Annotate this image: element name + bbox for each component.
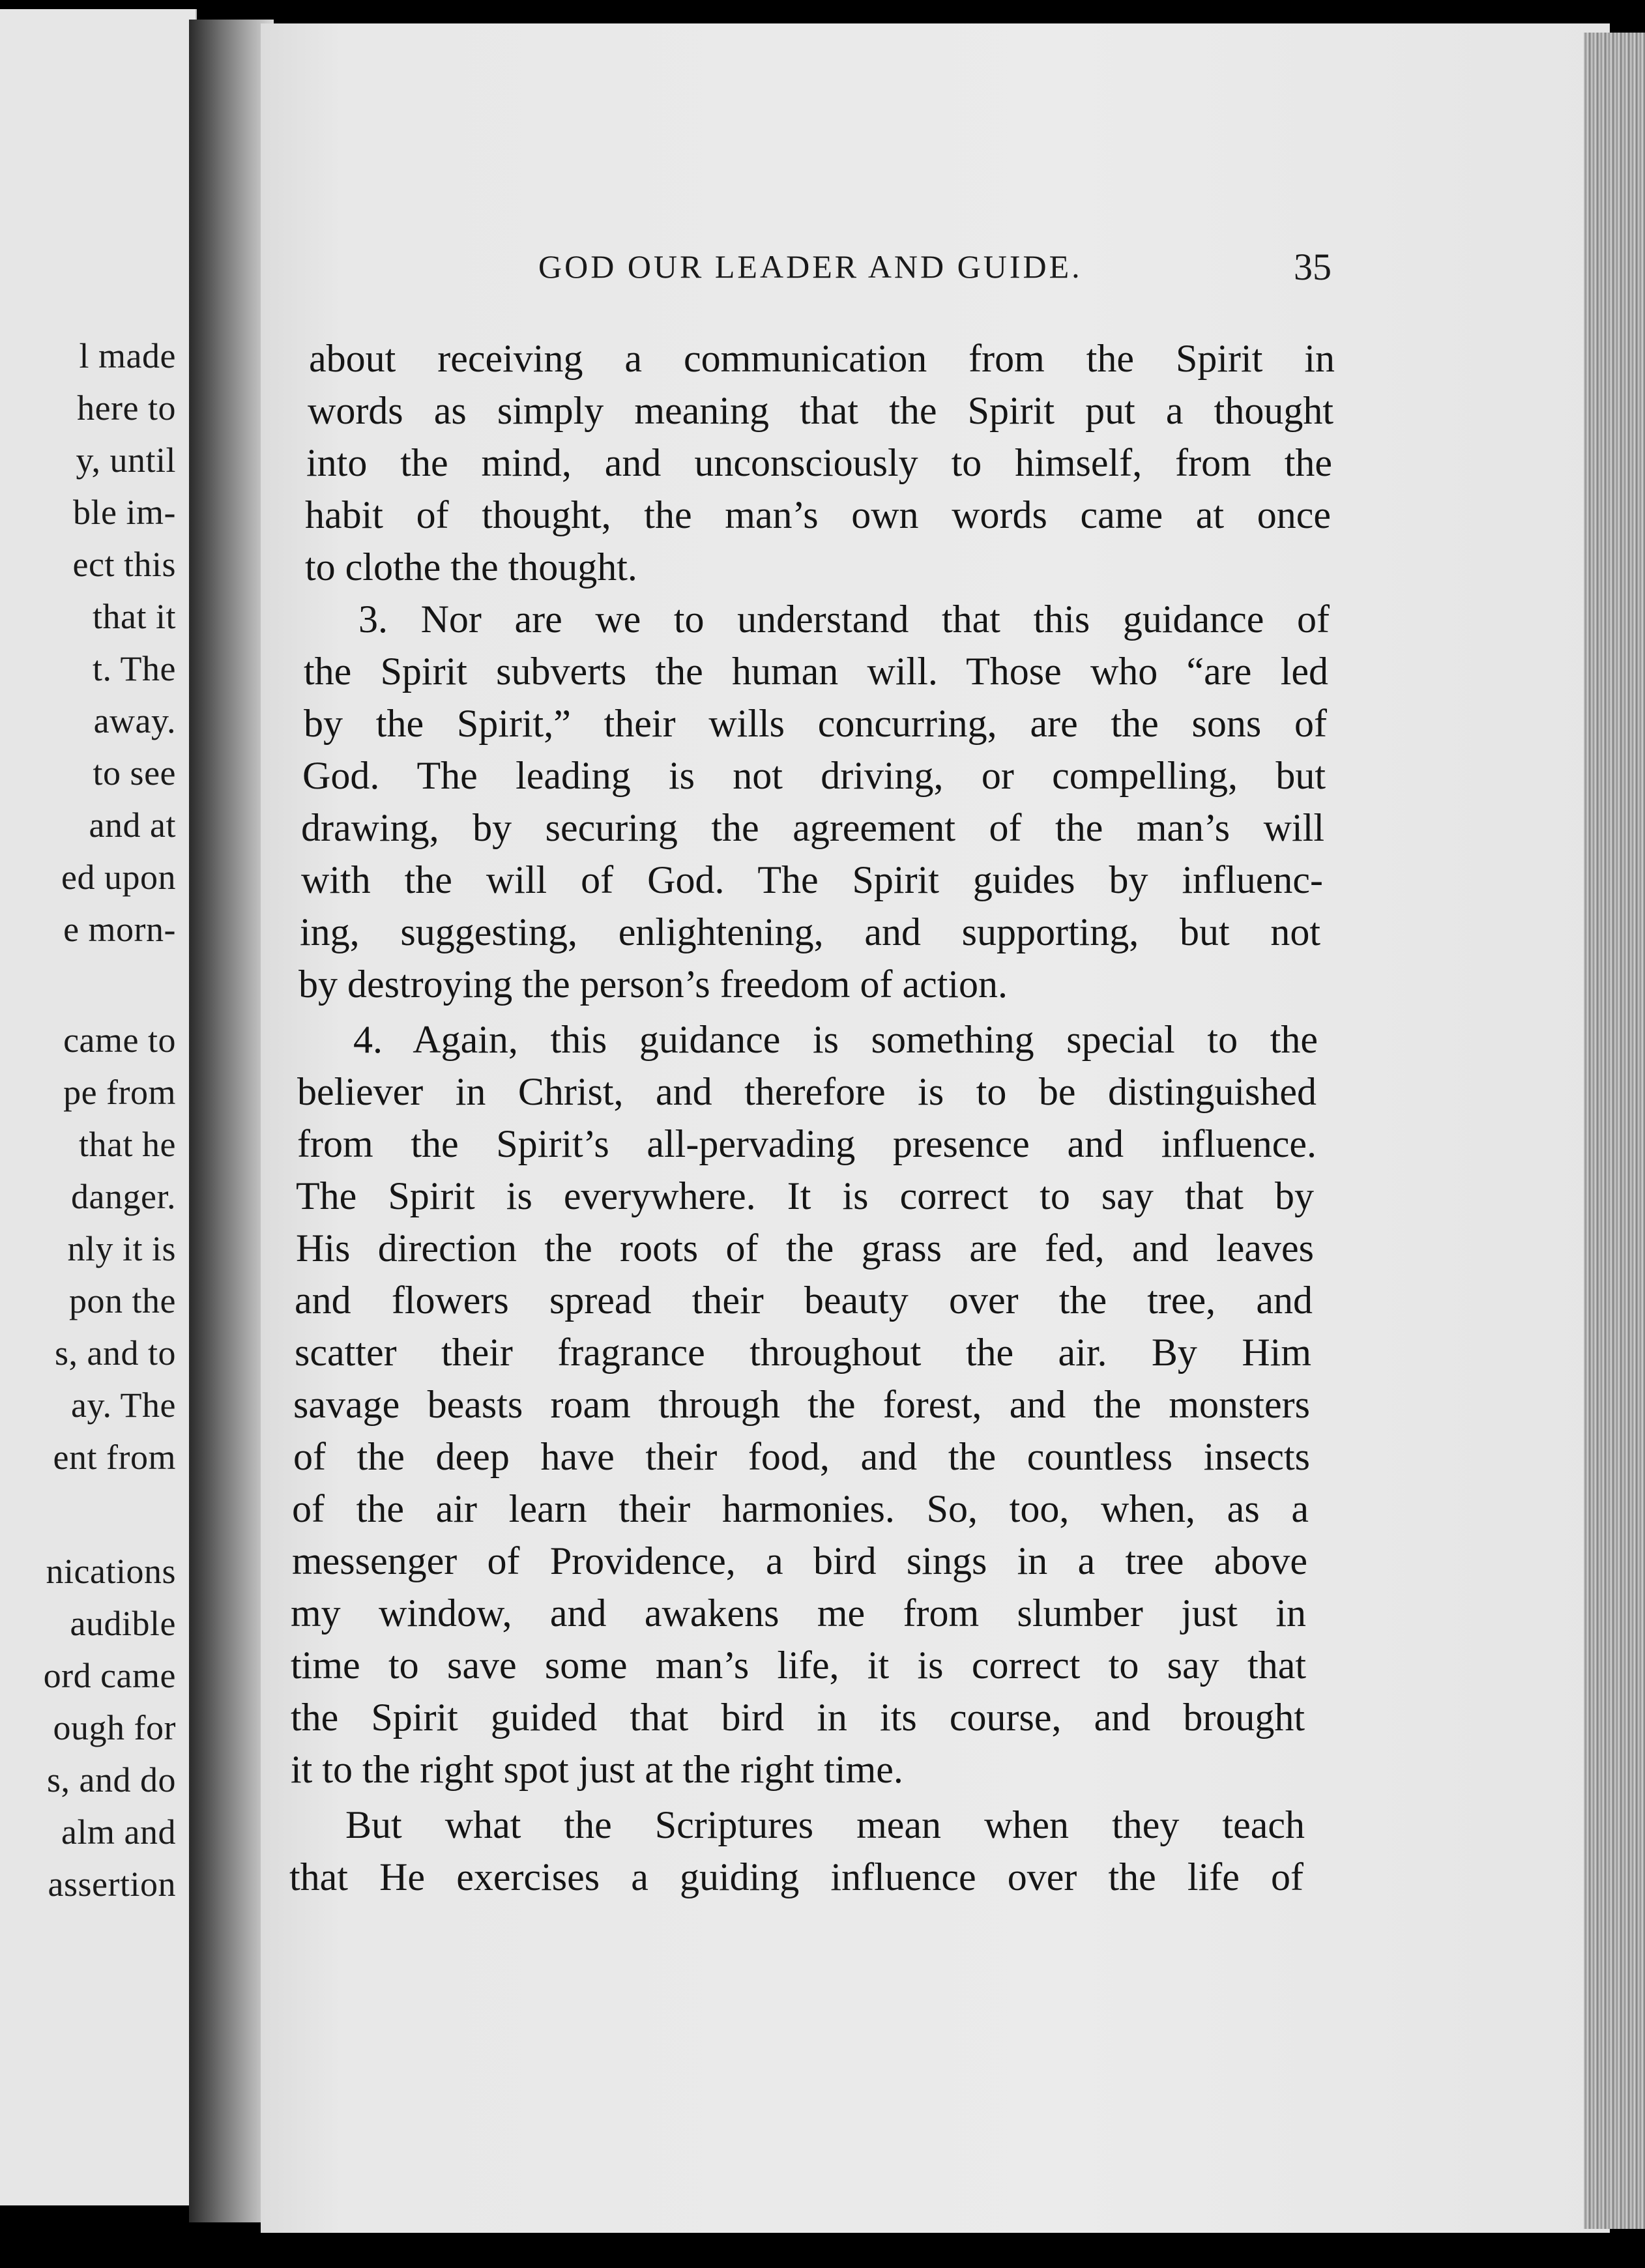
body-line: savage beasts roam through the forest, and the monsters [293, 1383, 1310, 1426]
left-page-line: ord came [43, 1656, 176, 1695]
left-page-line: alm and [61, 1812, 176, 1852]
left-page-line: pon the [69, 1281, 176, 1320]
left-page-line: t. The [93, 649, 176, 688]
left-page-line: s, and to [55, 1333, 176, 1373]
left-page-line: nications [46, 1552, 176, 1591]
body-line: believer in Christ, and therefore is to be distinguished [297, 1070, 1317, 1113]
body-line: my window, and awakens me from slumber just in [291, 1592, 1306, 1635]
body-line: God. The leading is not driving, or compelling, but [302, 754, 1326, 797]
body-line: that He exercises a guiding influence over the life of [289, 1855, 1303, 1898]
body-line: The Spirit is everywhere. It is correct to say that by [296, 1174, 1314, 1217]
left-page-line: s, and do [47, 1760, 176, 1799]
body-line: about receiving a communication from the Spirit in [309, 337, 1335, 380]
left-page-line: ed upon [61, 858, 176, 897]
body-line: habit of thought, the man’s own words came at once [305, 493, 1331, 536]
body-line: the Spirit guided that bird in its course, and brought [291, 1696, 1305, 1739]
left-page-line: e morn- [63, 910, 176, 949]
body-line: But what the Scriptures mean when they teach [345, 1803, 1305, 1846]
body-line: to clothe the thought. [305, 545, 637, 589]
body-line: messenger of Providence, a bird sings in a tree above [292, 1539, 1307, 1582]
left-page-line: assertion [48, 1865, 176, 1904]
left-page-line: that he [79, 1125, 176, 1164]
body-line: from the Spirit’s all-pervading presence and influence. [297, 1122, 1317, 1165]
body-line: His direction the roots of the grass are fed, and leaves [296, 1227, 1314, 1270]
left-page-line: audible [70, 1604, 176, 1643]
left-page-line: and at [89, 806, 176, 845]
body-line: into the mind, and unconsciously to himself, from the [306, 441, 1332, 484]
body-line: 4. Again, this guidance is something special to the [353, 1018, 1318, 1061]
body-line: words as simply meaning that the Spirit put a thought [308, 389, 1333, 432]
left-page-line: ay. The [71, 1386, 176, 1425]
body-line: by the Spirit,” their wills concurring, are the sons of [304, 702, 1327, 745]
body-line: scatter their fragrance throughout the air. By Him [295, 1331, 1311, 1374]
running-head: GOD OUR LEADER AND GUIDE. [538, 248, 1083, 285]
page-number: 35 [1294, 246, 1332, 288]
left-page-line: here to [77, 388, 176, 428]
left-page-line: pe from [63, 1073, 176, 1112]
body-line: with the will of God. The Spirit guides by influenc- [301, 858, 1323, 901]
left-page [0, 9, 197, 2205]
left-page-line: away. [93, 701, 176, 740]
left-page-line: ent from [53, 1438, 176, 1477]
body-line: time to save some man’s life, it is correct to say that [291, 1644, 1306, 1687]
left-page-line: nly it is [67, 1229, 176, 1268]
left-page-line: ough for [53, 1708, 176, 1747]
left-page-line: l made [79, 336, 176, 375]
body-line: by destroying the person’s freedom of action. [298, 963, 1008, 1006]
body-line: drawing, by securing the agreement of the man’s will [301, 806, 1324, 849]
body-line: 3. Nor are we to understand that this guidance of [358, 598, 1330, 641]
page-edges [1584, 33, 1645, 2229]
body-line: it to the right spot just at the right time. [291, 1748, 903, 1791]
left-page-line: ect this [72, 545, 176, 584]
body-line: and flowers spread their beauty over the tree, and [295, 1279, 1313, 1322]
left-page-line: ble im- [73, 493, 176, 532]
body-line: of the air learn their harmonies. So, too, when, as a [292, 1487, 1309, 1530]
body-line: ing, suggesting, enlightening, and supporting, but not [300, 910, 1320, 953]
left-page-line: y, until [76, 441, 176, 480]
left-page-line: that it [93, 597, 176, 636]
left-page-line: danger. [71, 1177, 176, 1216]
left-page-line: to see [93, 753, 176, 792]
body-line: of the deep have their food, and the countless insects [293, 1435, 1310, 1478]
body-line: the Spirit subverts the human will. Those who “are led [304, 650, 1328, 693]
left-page-line: came to [63, 1021, 176, 1060]
